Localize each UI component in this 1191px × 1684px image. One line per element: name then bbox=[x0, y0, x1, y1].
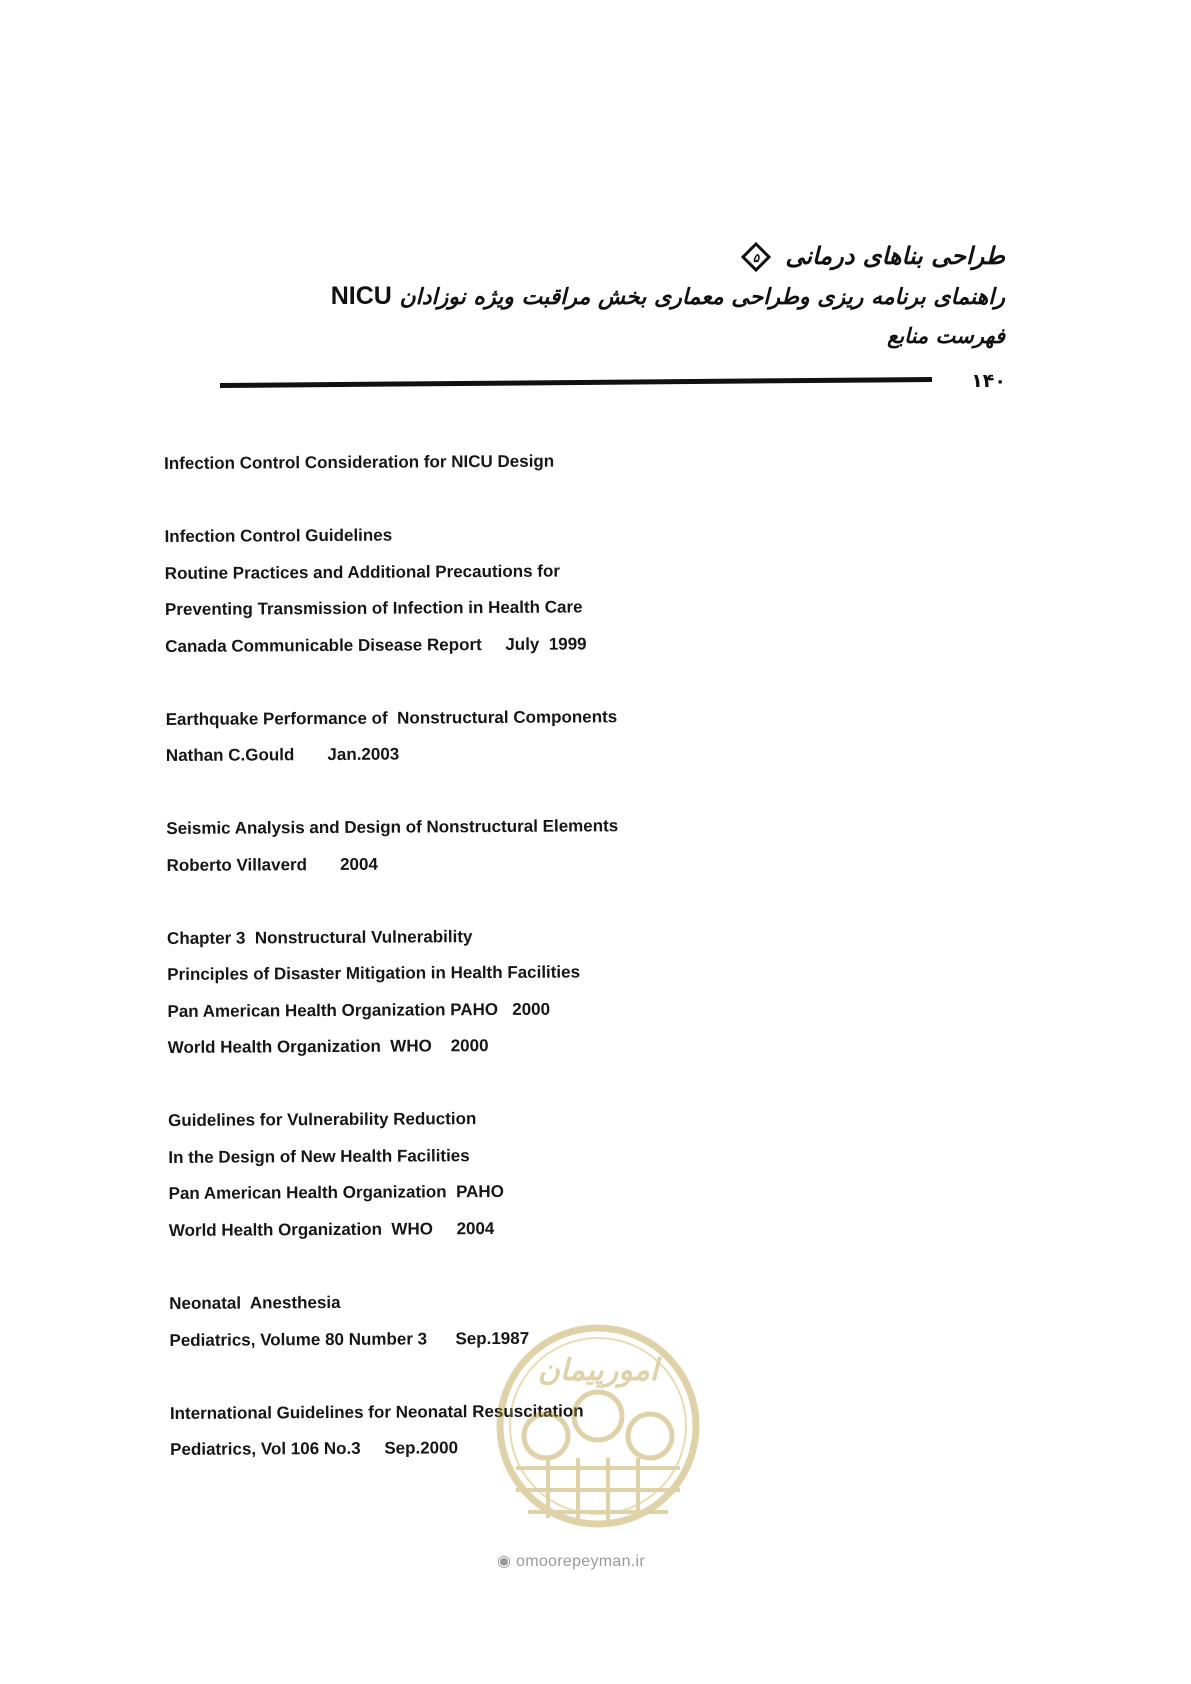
reference-line: Pediatrics, Volume 80 Number 3 Sep.1987 bbox=[169, 1328, 530, 1350]
reference-line: Routine Practices and Additional Precautions for bbox=[164, 561, 560, 583]
watermark-logo bbox=[488, 1318, 708, 1554]
page-header bbox=[305, 236, 1005, 356]
reference-line: World Health Organization WHO 2004 bbox=[168, 1218, 495, 1240]
reference-line: Pediatrics, Vol 106 No.3 Sep.2000 bbox=[170, 1438, 459, 1460]
reference-entry bbox=[168, 1099, 889, 1249]
subtitle: راهنمای برنامه ریزی وطراحی معماری بخش مراقبت ویژه نوزادان bbox=[399, 285, 1005, 310]
reference-line: Infection Control Guidelines bbox=[164, 525, 393, 547]
series-number: ۵ bbox=[752, 251, 760, 265]
section-title: فهرست منابع bbox=[887, 324, 1005, 348]
reference-line: Earthquake Performance of Nonstructural Components bbox=[165, 706, 618, 729]
reference-line: In the Design of New Health Facilities bbox=[168, 1146, 470, 1167]
series-number-badge bbox=[741, 242, 771, 272]
watermark-url bbox=[497, 1551, 707, 1571]
reference-entry bbox=[164, 442, 884, 483]
watermark-url-text: omoorepeyman.ir bbox=[516, 1553, 646, 1570]
reference-line: Neonatal Anesthesia bbox=[169, 1293, 341, 1314]
reference-line: Roberto Villaverd 2004 bbox=[166, 854, 378, 875]
series-title-line bbox=[305, 236, 1005, 276]
watermark-globe-icon: ◉ bbox=[497, 1553, 512, 1570]
subtitle-acronym: NICU bbox=[330, 282, 392, 310]
reference-line: Chapter 3 Nonstructural Vulnerability bbox=[166, 927, 473, 948]
reference-line: Pan American Health Organization PAHO 2000 bbox=[167, 999, 551, 1021]
reference-line: International Guidelines for Neonatal Resuscitation bbox=[169, 1401, 584, 1423]
reference-entry bbox=[166, 807, 886, 884]
reference-line: Principles of Disaster Mitigation in Health Facilities bbox=[167, 962, 581, 985]
header-rule bbox=[220, 374, 932, 394]
reference-line: Guidelines for Vulnerability Reduction bbox=[168, 1109, 477, 1131]
subtitle-line bbox=[305, 276, 1005, 316]
series-title: طراحی بناهای درمانی bbox=[785, 242, 1005, 270]
reference-entry bbox=[164, 515, 885, 665]
reference-line: Canada Communicable Disease Report July 1999 bbox=[165, 634, 587, 656]
reference-line: Pan American Health Organization PAHO bbox=[168, 1182, 504, 1204]
reference-line: Infection Control Consideration for NICU Design bbox=[164, 451, 555, 473]
reference-line: Seismic Analysis and Design of Nonstructural Elements bbox=[166, 816, 619, 839]
reference-line: Nathan C.Gould Jan.2003 bbox=[165, 744, 400, 766]
reference-line: Preventing Transmission of Infection in Health Care bbox=[164, 597, 583, 620]
reference-entry bbox=[167, 916, 888, 1066]
reference-line: World Health Organization WHO 2000 bbox=[167, 1036, 489, 1058]
page-number: ۱۴۰ bbox=[971, 370, 1006, 392]
watermark-logo-text: امورپیمان bbox=[537, 1353, 659, 1388]
reference-entry bbox=[166, 697, 886, 774]
